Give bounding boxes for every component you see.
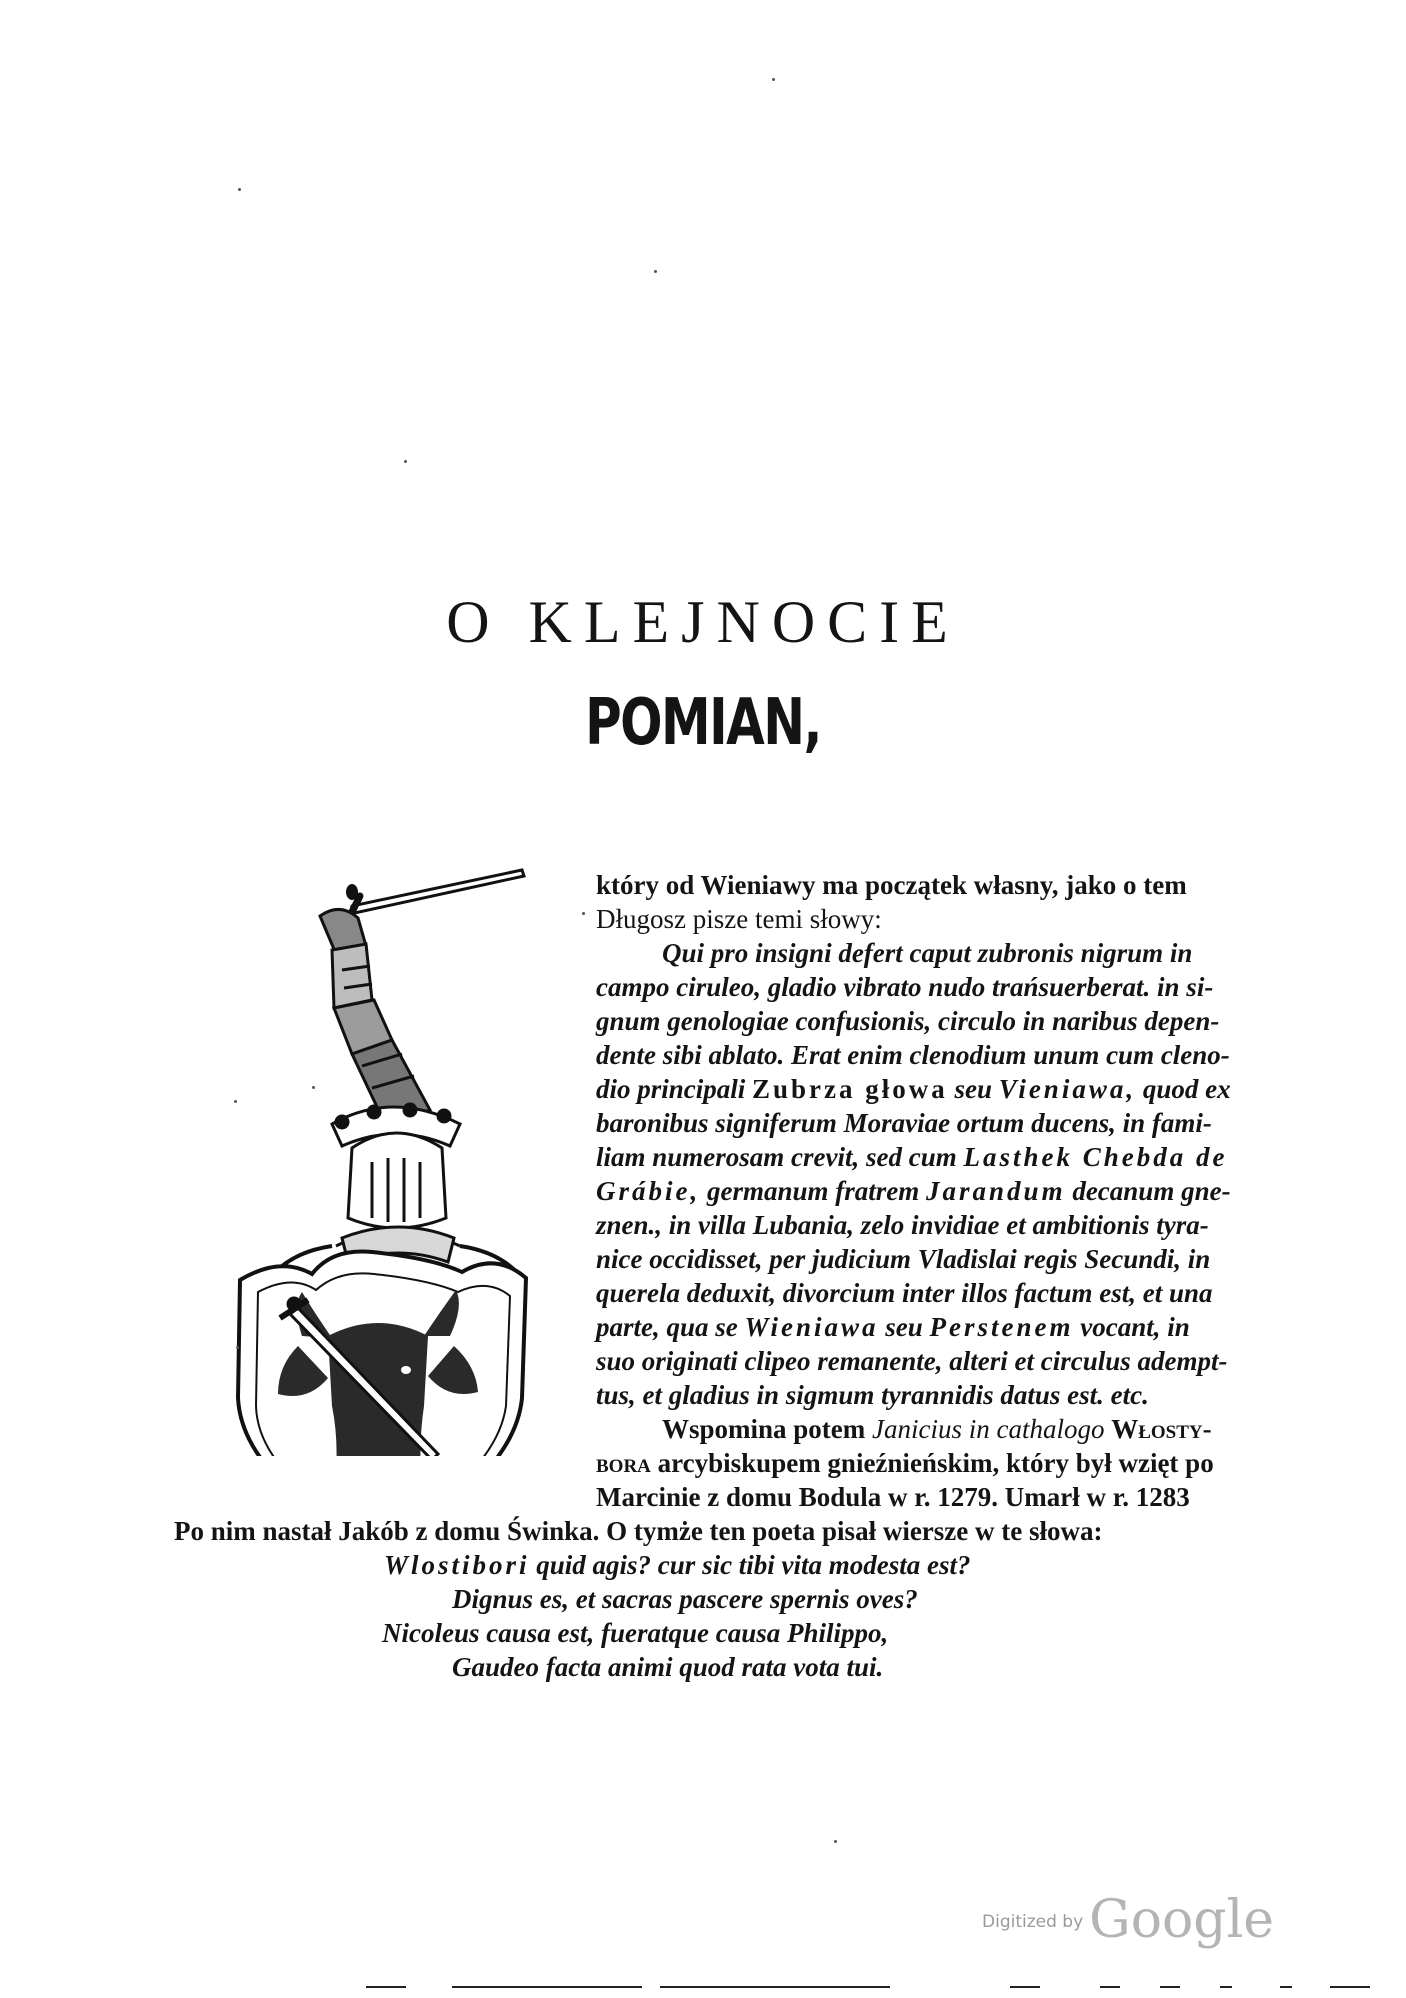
page-subtitle: POMIAN, [585,686,821,760]
scan-rule [1100,1986,1120,1988]
text-line-1: który od Wieniawy ma początek własny, jako o tem [596,870,1187,900]
scan-speck [238,188,241,191]
text-line-8: baronibus signiferum Moraviae ortum ducens, in fami- [596,1108,1212,1138]
text-line-14 [596,1310,1190,1344]
text-line-5: gnum genologiae confusionis, circulo in naribus depen- [596,1006,1220,1036]
text-segment: germanum fratrem [707,1176,920,1206]
verse-line-3: Nicoleus causa est, fueratque causa Philippo, [382,1618,889,1648]
scan-speck [772,78,775,81]
page-title: O KLEJNOCIE [446,589,960,655]
coat-of-arms-icon [232,866,532,1456]
verse-line-2: Dignus es, et sacras pascere spernis oves? [452,1584,918,1614]
scan-speck [236,1346,239,1349]
text-segment: Perstenem [929,1312,1074,1342]
text-segment: bora [596,1448,651,1478]
text-segment: liam numerosam crevit, sed cum [596,1142,957,1172]
text-line-12: nice occidisset, per judicium Vladislai regis Secundi, in [596,1244,1211,1274]
text-segment: Vieniawa, [998,1074,1137,1104]
digitized-by-google-watermark [982,1890,1274,1950]
text-segment: Wspomina potem [662,1414,866,1444]
text-segment: seu [954,1074,993,1104]
verse-segment: Wlostibori [384,1550,530,1580]
text-segment: Jarandum [926,1176,1066,1206]
text-line-15: suo originati clipeo remanente, alteri et circulus adempt- [596,1346,1228,1376]
watermark-prefix: Digitized by [982,1912,1084,1932]
text-segment: seu [885,1312,923,1342]
scan-rule [1280,1986,1292,1988]
verse-line-1 [384,1548,971,1582]
scan-rule [1010,1986,1040,1988]
text-segment: vocant, in [1080,1312,1190,1342]
text-segment: Lasthek Chebda de [963,1142,1228,1172]
scan-rule [1160,1986,1180,1988]
text-line-11: znen., in villa Lubania, zelo invidiae et ambitionis tyra- [596,1210,1209,1240]
text-line-9 [596,1140,1228,1174]
scan-speck [404,460,407,463]
scan-speck [582,912,585,915]
verse-segment: quid agis? cur sic tibi vita modesta est? [536,1550,971,1580]
scan-rule [1220,1986,1232,1988]
text-segment: arcybiskupem gnieźnieńskim, który był wzięt po [657,1448,1214,1478]
text-line-16: tus, et gladius in sigmum tyrannidis datus est. etc. [596,1380,1149,1410]
text-segment: dio principali [596,1074,746,1104]
text-segment: Janicius in cathalogo [872,1414,1105,1444]
scan-rule [660,1986,890,1988]
armoured-arm-icon [320,909,430,1126]
text-line-6: dente sibi ablato. Erat enim clenodium unum cum cleno- [596,1040,1230,1070]
scan-speck [312,1086,315,1089]
text-line-19: Marcinie z domu Bodula w r. 1279. Umarł w r. 1283 [596,1482,1190,1512]
text-line-13: querela deduxit, divorcium inter illos factum est, et una [596,1278,1213,1308]
text-line-4: campo ciruleo, gladio vibrato nudo trańsuerberat. in si- [596,972,1214,1002]
text-line-3: Qui pro insigni defert caput zubronis nigrum in [662,938,1193,968]
text-line-17 [662,1412,1212,1446]
text-line-7 [596,1072,1231,1106]
text-segment: Wieniawa [744,1312,879,1342]
text-segment: decanum gne- [1072,1176,1231,1206]
scan-speck [654,270,657,273]
sword-icon [344,870,524,928]
text-segment: Włosty- [1111,1414,1212,1444]
scan-speck [234,1100,237,1103]
scan-rule [1330,1986,1370,1988]
google-logo: Google [1089,1890,1274,1950]
scan-rule [452,1986,642,1988]
verse-line-4: Gaudeo facta animi quod rata vota tui. [452,1652,884,1682]
text-segment: parte, qua se [596,1312,738,1342]
scan-rule [366,1986,406,1988]
scan-speck [834,1840,837,1843]
text-segment: Zubrza głowa [752,1074,948,1104]
text-line-20: Po nim nastał Jakób z domu Świnka. O tymże ten poeta pisał wiersze w te słowa: [174,1516,1103,1546]
text-line-2: Długosz pisze temi słowy: [596,904,882,934]
text-line-18 [596,1446,1214,1480]
text-line-10 [596,1174,1231,1208]
text-segment: quod ex [1142,1074,1231,1104]
text-segment: Grábie, [596,1176,701,1206]
